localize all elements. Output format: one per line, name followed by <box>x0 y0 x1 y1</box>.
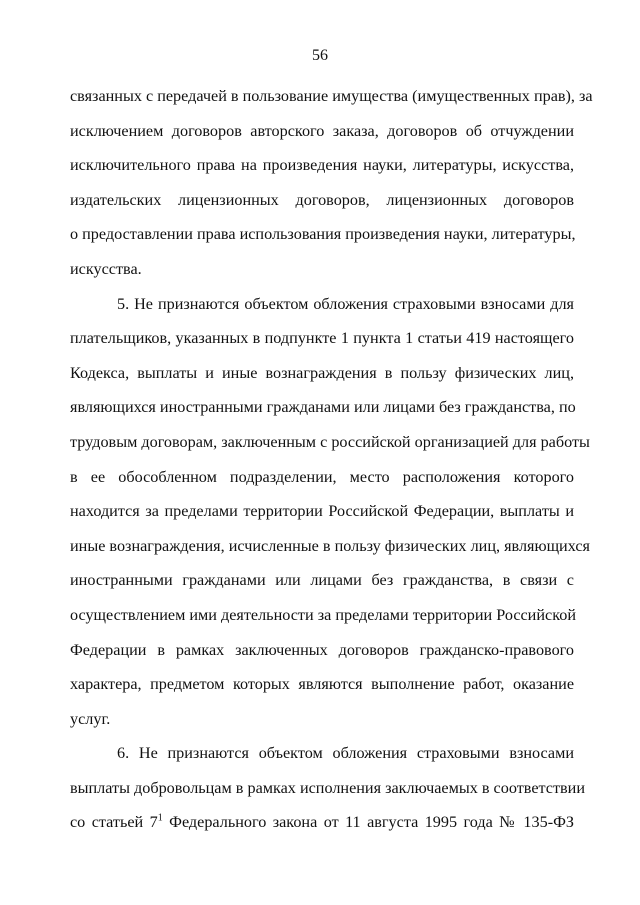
text-line: находится за пределами территории Российской Федерации, выплаты и <box>70 502 574 521</box>
text-line: характера, предметом которых являются выполнение работ, оказание <box>70 675 574 694</box>
text-line: осуществлением ими деятельности за пределами территории Российской <box>70 605 576 624</box>
text-line: о предоставлении права использования произведения науки, литературы, <box>70 225 576 244</box>
text-line: исключительного права на произведения науки, литературы, искусства, <box>70 156 574 175</box>
document-body <box>70 86 593 847</box>
text-line: Федерации в рамках заключенных договоров гражданско-правового <box>70 640 574 659</box>
superscript: 1 <box>157 813 163 825</box>
text-fragment: Федерального закона от 11 августа 1995 года № 135-ФЗ <box>162 813 574 832</box>
text-line-with-superscript <box>70 812 574 847</box>
text-line: иностранными гражданами или лицами без гражданства, в связи с <box>70 571 574 590</box>
text-line: искусства. <box>70 259 142 278</box>
paragraph-6-first-line: 6. Не признаются объектом обложения страховыми взносами <box>117 744 574 763</box>
page-number: 56 <box>312 47 328 64</box>
text-line: выплаты добровольцам в рамках исполнения заключаемых в соответствии <box>70 778 586 797</box>
text-line: в ее обособленном подразделении, место расположения которого <box>70 467 574 486</box>
text-line: являющихся иностранными гражданами или лицами без гражданства, по <box>70 398 576 417</box>
text-line: иные вознаграждения, исчисленные в пользу физических лиц, являющихся <box>70 536 590 555</box>
text-line: Кодекса, выплаты и иные вознаграждения в пользу физических лиц, <box>70 363 574 382</box>
text-line: исключением договоров авторского заказа, договоров об отчуждении <box>70 121 574 140</box>
text-line: плательщиков, указанных в подпункте 1 пункта 1 статьи 419 настоящего <box>70 329 574 348</box>
text-line: услуг. <box>70 709 111 728</box>
text-line: издательских лицензионных договоров, лицензионных договоров <box>70 190 574 209</box>
text-line: связанных с передачей в пользование имущества (имущественных прав), за <box>70 87 593 105</box>
text-fragment: со статьей 7 <box>70 813 158 832</box>
paragraph-5-first-line: 5. Не признаются объектом обложения страховыми взносами для <box>117 294 574 313</box>
text-line: трудовым договорам, заключенным с российской организацией для работы <box>70 432 590 451</box>
